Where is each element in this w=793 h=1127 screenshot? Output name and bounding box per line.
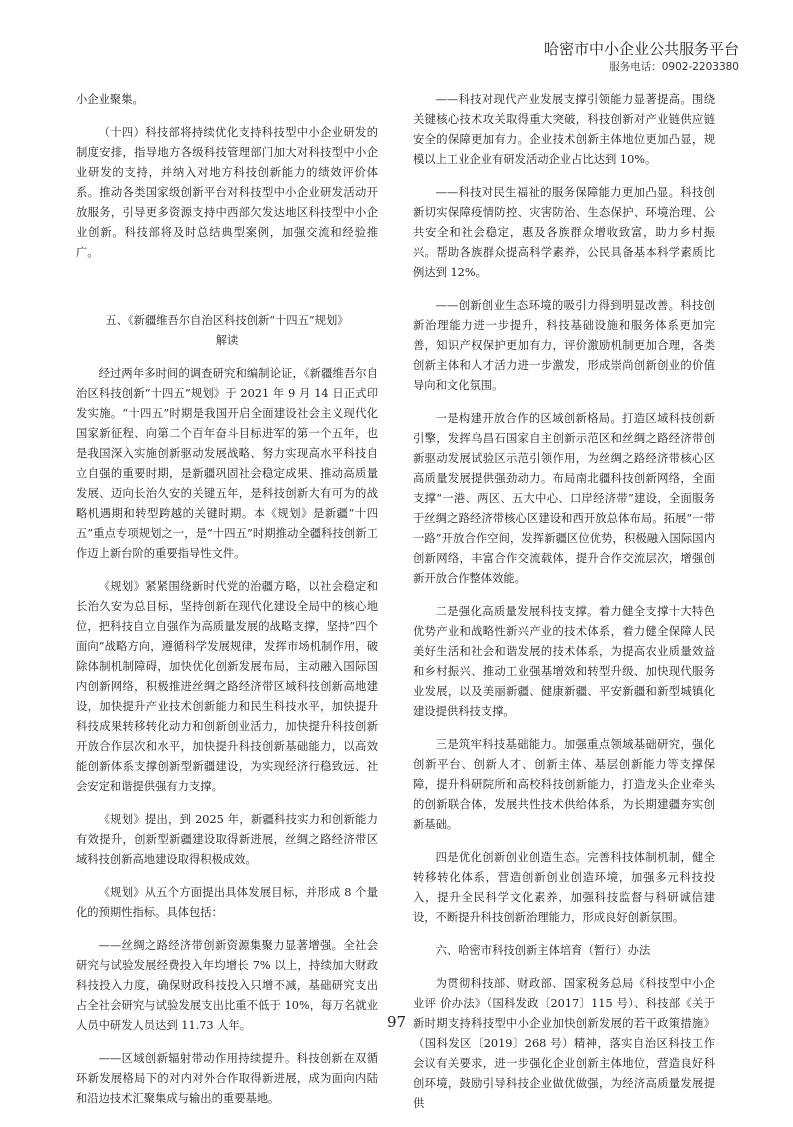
page-number: 97 (386, 1013, 407, 1031)
section-heading-5: 五、《新疆维吾尔自治区科技创新“十四五”规划》 (105, 314, 349, 327)
paragraph: 经过两年多时间的调查研究和编制论证，《新疆维吾尔自治区科技创新“十四五”规划》于 2021 年 9 月 14 日正式印发实施。“十四五”时期是我国开启全面建设社会主义现代化国家新征程、向第二个百年奋斗目标进军的第一个五年，也是我国深入实施创新驱动发展战略、努力实现高水平科技自立自强的重要时期，是新疆巩固社会稳定成果、推动高质量发展、迈向长治久安的关键五年，是科技创新大有可为的战略机遇期和转型跨越的关键时期。本《规划》是新疆“十四五”重点专项规划之一，是“十四五”时期推动全疆科技创新工作迈上新台阶的重要指导性文件。 (76, 367, 378, 560)
paragraph: ——科技对民生福祉的服务保障能力更加凸显。科技创新切实保障疫情防控、灾害防治、生态保护、环境治理、公共安全和社会稳定，惠及各族群众增收致富，助力乡村振兴。帮助各族群众提高科学素养，公民具备基本科学素质比例达到 12%。 (413, 186, 715, 279)
paragraph: （十四）科技部将持续优化支持科技型中小企业研发的制度安排，指导地方各级科技管理部门加大对科技型中小企业研发的支持，并纳入对地方科技创新能力的绩效评价体系。推动各类国家级创新平台对科技型中小企业研发活动开放服务，引导更多资源支持中西部欠发达地区科技型中小企业创新。科技部将及时总结典型案例，加强交流和经验推广。 (76, 126, 378, 259)
paragraph: 《规划》紧紧围绕新时代党的治疆方略，以社会稳定和长治久安为总目标，坚持创新在现代化建设全局中的核心地位，把科技自立自强作为高质量发展的战略支撑，坚持“四个面向”战略方向，遵循科学发展规律，发挥市场机制作用，破除体制机制障碍，加快优化创新发展布局，主动融入国际国内创新网络，积极推进丝绸之路经济带区域科技创新高地建设，加快提升产业技术创新能力和民生科技水平，加快提升科技成果转移转化动力和创新创业活力，加快提升科技创新开放合作层次和水平，加快提升科技创新基础能力，以高效能创新体系支撑创新型新疆建设，为实现经济行稳致远、社会安定和谐提供强有力支撑。 (76, 580, 378, 793)
header-tel: 服务电话：0902-2203380 (609, 61, 739, 73)
paragraph: ——区域创新辐射带动作用持续提升。科技创新在双循环新发展格局下的对内对外合作取得新进展，成为面向内陆和沿边技术汇聚集成与输出的重要基地。 (76, 1052, 378, 1105)
section-heading-5-line2: 解读 (215, 334, 239, 347)
header-org: 哈密市中小企业公共服务平台 (543, 40, 739, 58)
paragraph: 《规划》从五个方面提出具体发展目标，并形成 8 个量化的预期性指标。具体包括： (76, 886, 378, 919)
paragraph: 《规划》提出，到 2025 年，新疆科技实力和创新能力有效提升，创新型新疆建设取得新进展，丝绸之路经济带区域科技创新高地建设取得积极成效。 (76, 813, 378, 866)
paragraph: 三是筑牢科技基础能力。加强重点领域基础研究，强化创新平台、创新人才、创新主体、基层创新能力等支撑保障，提升科研院所和高校科技创新能力，打造龙头企业牵头的创新联合体，发展共性技术供给体系，为长期建疆夯实创新基础。 (413, 738, 715, 831)
paragraph: 小企业聚集。 (76, 93, 144, 106)
paragraph: 一是构建开放合作的区域创新格局。打造区域科技创新引擎，发挥乌昌石国家自主创新示范区和丝绸之路经济带创新驱动发展试验区示范引领作用，为丝绸之路经济带核心区高质量发展提供强劲动力。布局南北疆科技创新网络，全面支撑“一港、两区、五大中心、口岸经济带”建设，全面服务于丝绸之路经济带核心区建设和西开放总体布局。拓展“一带一路”开放合作空间，发挥新疆区位优势，积极融入国际国内创新网络，丰富合作交流载体，提升合作交流层次，增强创新开放合作整体效能。 (413, 412, 715, 585)
paragraph: ——丝绸之路经济带创新资源集聚力显著增强。全社会研究与试验发展经费投入年均增长 7% 以上，持续加大财政科技投入力度，确保财政科技投入只增不减，基础研究支出占全社会研究与试验发展支出比重不低于 10%，每万名就业人员中研发人员达到 11.73 人年。 (76, 939, 378, 1032)
paragraph: 二是强化高质量发展科技支撑。着力健全支撑十大特色优势产业和战略性新兴产业的技术体系，着力健全保障人民美好生活和社会和谐发展的技术体系，为提高农业质量效益和乡村振兴、推动工业强基增效和转型升级、加快现代服务业发展，以及美丽新疆、健康新疆、平安新疆和新型城镇化建设提供科技支撑。 (413, 605, 715, 718)
paragraph: ——科技对现代产业发展支撑引领能力显著提高。围绕关键核心技术攻关取得重大突破，科技创新对产业链供应链安全的保障更加有力。企业技术创新主体地位更加凸显，规模以上工业企业有研发活动企业占比达到 10%。 (413, 93, 715, 166)
paragraph: ——创新创业生态环境的吸引力得到明显改善。科技创新治理能力进一步提升，科技基础设施和服务体系更加完善，知识产权保护更加有力，评价激励机制更加合理，各类创新主体和人才活力进一步激发，形成崇尚创新创业的价值导向和文化氛围。 (413, 299, 715, 392)
paragraph: 为贯彻科技部、财政部、国家税务总局《科技型中小企业评 价办法》（国科发政〔2017〕115 号）、科技部《关于新时期支持科技型中小企业加快创新发展的若干政策措施》（国科发区〔2019〕268 号）精神，落实自治区科技工作会议有关要求，进一步强化企业创新主体地位，营造良好科创环境，鼓励引导科技企业做优做强，为经济高质量发展提供 (413, 977, 715, 1110)
page-header (544, 40, 739, 75)
section-heading-6: 六、哈密市科技创新主体培育（暂行）办法 (435, 944, 651, 957)
right-column (413, 90, 715, 1127)
left-column (76, 90, 378, 1122)
paragraph: 四是优化创新创业创造生态。完善科技体制机制，健全转移转化体系，营造创新创业创造环境，加强多元科技投入，提升全民科学文化素养，加强科技监督与科研诚信建设，不断提升科技创新治理能力，形成良好创新氛围。 (413, 851, 715, 924)
